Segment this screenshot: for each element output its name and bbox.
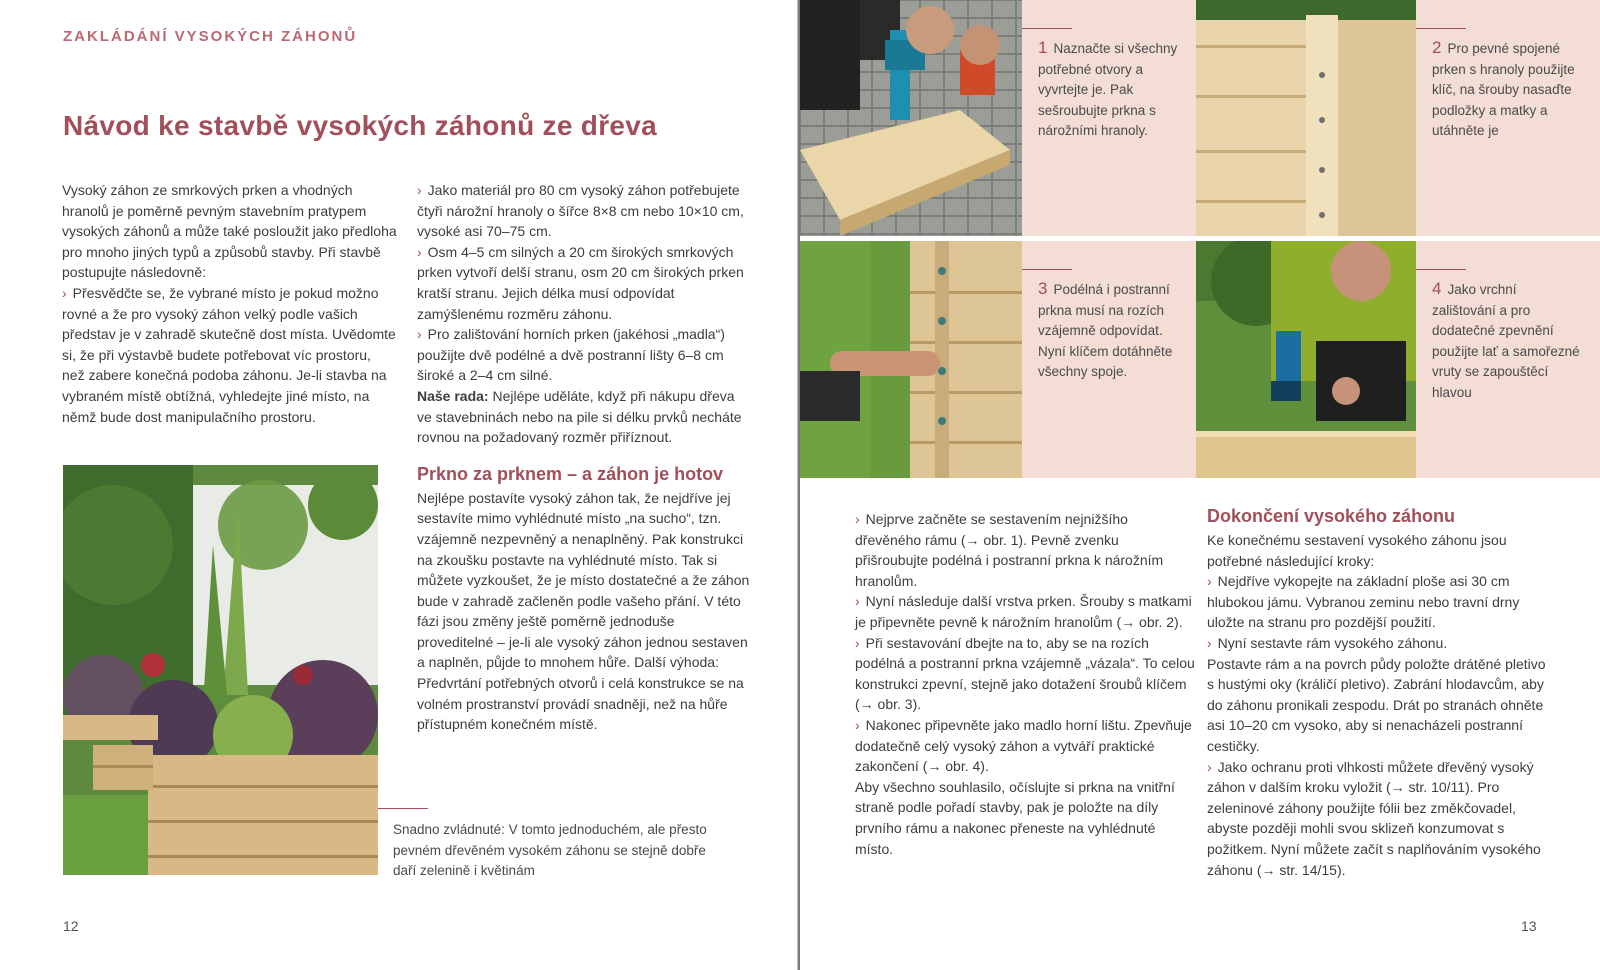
bullet-arrow-icon: › — [855, 511, 860, 527]
bullet-paragraph: › Jako materiál pro 80 cm vysoký záhon potřebujete čtyři nárožní hranoly o šířce 8×8 cm nebo 10×10 cm, vysoké asi 70–75 cm. — [417, 182, 744, 240]
bullet-paragraph: › Nyní sestavte rám vysokého záhonu. — [1207, 634, 1448, 651]
note-rule — [1416, 269, 1466, 270]
page-title: Návod ke stavbě vysokých záhonů ze dřeva — [63, 110, 658, 141]
bullet-arrow-icon: › — [1207, 573, 1212, 590]
bullet-arrow-icon: › — [417, 182, 422, 198]
tip-label: Naše rada: — [417, 387, 489, 404]
left-page — [0, 0, 798, 970]
step-number: 3 — [1038, 279, 1048, 298]
note-rule — [1022, 28, 1072, 29]
left-column-1 — [62, 180, 397, 427]
running-head: ZAKLÁDÁNÍ VYSOKÝCH ZÁHONŮ — [63, 28, 358, 45]
right-column-2 — [1207, 504, 1547, 880]
step-4-photo — [1196, 241, 1416, 478]
step-number: 2 — [1432, 38, 1442, 57]
bullet-arrow-icon: › — [855, 593, 860, 610]
note-rule — [1416, 28, 1466, 29]
left-column-2 — [417, 180, 752, 735]
step-text: Podélná i postranní prkna musí na rozích vzájemně odpovídat. Nyní klíčem dotáhněte všechny spoje. — [1038, 282, 1173, 379]
bullet-paragraph: › Pro zalištování horních prken (jakéhosi „madla“) použijte dvě podélné a dvě postranní lišty 6–8 cm široké a 2–4 cm silné. — [417, 326, 725, 384]
step-1-note — [1022, 0, 1196, 236]
body-paragraph: Postavte rám a na povrch půdy položte drátěné pletivo s hustými oky (králičí pletivo). Zabrání hlodavcům, aby do záhonu pronikali zespodu. Drát po stranách ohněte asi 10–20 cm vysoko, aby si nenacházeli postranní cestičky. — [1207, 655, 1546, 754]
bullet-paragraph: › Přesvědčte se, že vybrané místo je pokud možno rovné a že pro vysoký záhon velký podle vašich představ je v zahradě skutečně dost místa. Uvědomte si, že při výstavbě budete potřebovat víc prostoru, než zabere konečná podoba záhonu. Je-li stavba na vybraném místě obtížná, vyhledejte jiné místo, na němž bude dost manipulačního prostoru. — [62, 284, 396, 425]
bullet-arrow-icon: › — [62, 284, 67, 301]
bullet-arrow-icon: › — [417, 326, 422, 343]
raised-bed-garden-photo — [63, 465, 378, 875]
right-column-1 — [855, 509, 1195, 859]
step-text: Naznačte si všechny potřebné otvory a vyvrtejte je. Pak sešroubujte prkna s nárožními hranoly. — [1038, 41, 1178, 138]
bolted-boards-illustration — [1196, 0, 1416, 236]
body-paragraph: Aby všechno souhlasilo, očíslujte si prkna na vnitřní straně podle pořadí stavby, pak je položte na díly prvního rámu a nakonec přeneste na vyhlédnuté místo. — [855, 778, 1175, 857]
step-number: 4 — [1432, 279, 1442, 298]
bullet-paragraph: › Při sestavování dbejte na to, aby se na rozích podélná a postranní prkna vzájemně „vázala“. To celou konstrukci zpevní, stejně jako dotažení šroubů klíčem (→ obr. 3). — [855, 634, 1195, 713]
garden-illustration — [63, 465, 378, 875]
bullet-paragraph: › Nyní následuje další vrstva prken. Šrouby s matkami je připevněte pevně k nárožním hranolům (→ obr. 2). — [855, 593, 1192, 630]
bullet-arrow-icon: › — [1207, 634, 1212, 651]
page-number-left: 12 — [63, 918, 79, 934]
tightening-illustration — [800, 241, 1022, 478]
bullet-paragraph: › Nejprve začněte se sestavením nejnižšího dřevěného rámu (→ obr. 1). Pevně zvenku přišroubujte podélná i postranní prkna k nárožním hranolům. — [855, 511, 1164, 589]
tip-paragraph: Naše rada: Nejlépe uděláte, když při nákupu dřeva ve stavebninách nebo na pile si délku prvků necháte rovnou na požadovaný rozměr přiříznout. — [417, 387, 742, 446]
caption-rule — [378, 808, 428, 809]
step-3-note — [1022, 241, 1196, 478]
step-text: Jako vrchní zalištování a pro dodatečné zpevnění použijte lať a samořezné vruty se zapouštěcí hlavou — [1432, 282, 1580, 400]
note-rule — [1022, 269, 1072, 270]
step-text: Pro pevné spojené prken s hranoly použijte klíč, na šrouby nasaďte podložky a matky a utáhněte je — [1432, 41, 1575, 138]
intro-paragraph: Vysoký záhon ze smrkových prken a vhodných hranolů je poměrně pevným stavebním pratypem vysokých záhonů a může také posloužit jako předloha pro mnoho jiných typů a způsobů stavby. Při stavbě postupujte následovně: — [62, 182, 397, 281]
step-2-photo — [1196, 0, 1416, 236]
bullet-arrow-icon: › — [417, 243, 422, 260]
bullet-paragraph: › Jako ochranu proti vlhkosti můžete dřevěný vysoký záhon v dalším kroku vyložit (→ str. 10/11). Pro zeleninové záhony použijte fólii bez změkčovadel, abyste později mohli svou sklizeň konzumovat s požitkem. Nyní můžete začít s naplňováním vysokého záhonu (→ str. 14/15). — [1207, 758, 1541, 878]
page-number-right: 13 — [1521, 918, 1537, 934]
bullet-paragraph: › Nakonec připevněte jako madlo horní lištu. Zpevňuje dodatečně celý vysoký záhon a vytváří praktické zakončení (→ obr. 4). — [855, 716, 1192, 775]
bullet-arrow-icon: › — [855, 716, 860, 733]
step-1-photo — [800, 0, 1022, 236]
bullet-arrow-icon: › — [855, 634, 860, 651]
step-2-note — [1416, 0, 1600, 236]
section-subhead: Dokončení vysokého záhonu — [1207, 506, 1456, 526]
body-paragraph: Nejlépe postavíte vysoký záhon tak, že nejdříve jej sestavíte mimo vyhlédnuté místo „na sucho“, tzn. vzájemně nezpevněný a nenaplněný. Pak konstrukci na zkoušku postavte na vyhlédnuté místo. Tak si můžete vyzkoušet, že je místo dostatečné a že záhon bude v zahradě začleněn podle vašeho přání. V této fázi jsou změny ještě poměrně jednoduše proveditelné – je-li ale vysoký záhon jednou sestaven a naplněn, půjde to mnohem hůře. Další výhoda: Předvrtání potřebných otvorů i celá konstrukce se na volném prostranství provádí snadněji, než na hůře přístupném konečném místě. — [417, 489, 750, 733]
bullet-paragraph: › Osm 4–5 cm silných a 20 cm širokých smrkových prken vytvoří delší stranu, osm 20 cm širokých prken kratší stranu. Jejich délka musí odpovídat zamýšlenému rozměru záhonu. — [417, 243, 744, 322]
step-4-note — [1416, 241, 1600, 478]
bullet-paragraph: › Nejdříve vykopejte na základní ploše asi 30 cm hlubokou jámu. Vybranou zeminu nebo travní drny uložte na stranu pro pozdější použití. — [1207, 573, 1520, 631]
drilling-illustration — [800, 0, 1022, 236]
bullet-arrow-icon: › — [1207, 758, 1212, 775]
step-number: 1 — [1038, 38, 1048, 57]
screwing-illustration — [1196, 241, 1416, 478]
step-3-photo — [800, 241, 1022, 478]
intro-paragraph: Ke konečnému sestavení vysokého záhonu jsou potřebné následující kroky: — [1207, 532, 1507, 569]
section-subhead: Prkno za prknem – a záhon je hotov — [417, 463, 724, 484]
photo-caption: Snadno zvládnuté: V tomto jednoduchém, ale přesto pevném dřevěném vysokém záhonu se stejně dobře daří zelenině i květinám — [393, 822, 707, 878]
step-photo-grid — [800, 0, 1600, 478]
